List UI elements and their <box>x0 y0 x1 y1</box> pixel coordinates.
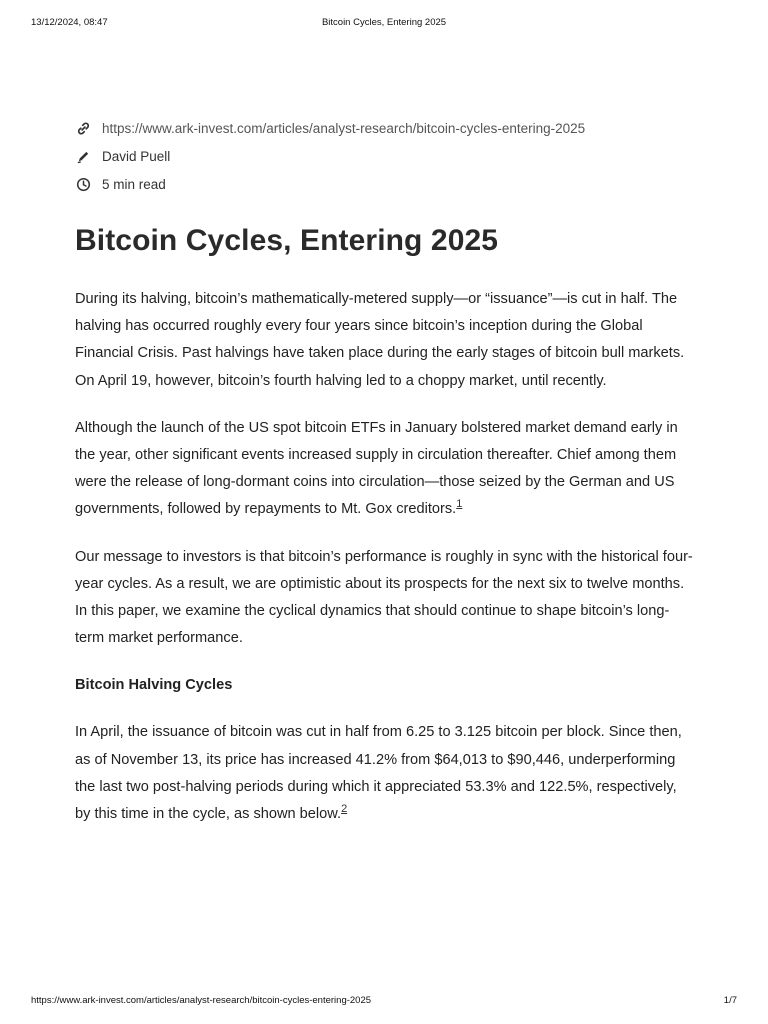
print-doc-title: Bitcoin Cycles, Entering 2025 <box>321 17 447 28</box>
footnote-2-label: 2 <box>341 803 348 816</box>
meta-readtime-row <box>75 170 585 198</box>
meta-author-row <box>75 142 585 170</box>
paragraph-1 <box>75 286 695 395</box>
footnote-2-link[interactable] <box>341 803 347 815</box>
paragraph-1-text: During its halving, bitcoin’s mathematically-metered supply—or “issuance”—is cut in half. The halving has occurred roughly every four years since bitcoin’s inception during the Global Financial Crisis. Past halvings have taken place during the early stages of bitcoin bull markets. On April 19, however, bitcoin’s fourth halving led to a choppy market, until recently. <box>75 291 685 389</box>
article-url-link[interactable]: https://www.ark-invest.com/articles/analyst-research/bitcoin-cycles-entering-2025 <box>102 120 586 136</box>
paragraph-4-text: In April, the issuance of bitcoin was cut in half from 6.25 to 3.125 bitcoin per block. Since then, as of November 13, its price has increased 41.2% from $64,013 to $90,446, underperforming the last two post-halving periods during which it appreciated 53.3% and 122.5%, respectively, by this time in the cycle, as shown below. <box>75 724 682 823</box>
footnote-1-label: 1 <box>456 498 463 511</box>
article-title: Bitcoin Cycles, Entering 2025 <box>75 224 499 257</box>
article-body <box>75 286 695 848</box>
read-time: 5 min read <box>102 176 166 192</box>
footnote-1-link[interactable] <box>456 498 462 510</box>
paragraph-3 <box>75 544 695 653</box>
article-meta <box>75 114 585 198</box>
clock-icon <box>75 176 91 192</box>
paragraph-4 <box>75 719 695 828</box>
meta-url-row <box>75 114 585 142</box>
paragraph-3-text: Our message to investors is that bitcoin’s performance is roughly in sync with the historical four-year cycles. As a result, we are optimistic about its prospects for the next six to twelve months. In this paper, we examine the cyclical dynamics that should continue to shape bitcoin’s long-term market performance. <box>75 548 693 647</box>
print-page-number: 1/7 <box>723 995 737 1006</box>
author-name: David Puell <box>102 148 171 164</box>
paragraph-2-text: Although the launch of the US spot bitcoin ETFs in January bolstered market demand early in the year, other significant events increased supply in circulation thereafter. Chief among them were the release of long-dormant coins into circulation—those seized by the German and US governments, followed by repayments to Mt. Gox creditors. <box>75 419 678 518</box>
pen-icon <box>75 148 91 164</box>
link-icon <box>75 120 91 136</box>
print-datetime: 13/12/2024, 08:47 <box>31 17 108 28</box>
paragraph-2 <box>75 415 695 524</box>
section-heading: Bitcoin Halving Cycles <box>75 677 233 694</box>
print-footer-url: https://www.ark-invest.com/articles/analyst-research/bitcoin-cycles-entering-2025 <box>31 995 372 1006</box>
